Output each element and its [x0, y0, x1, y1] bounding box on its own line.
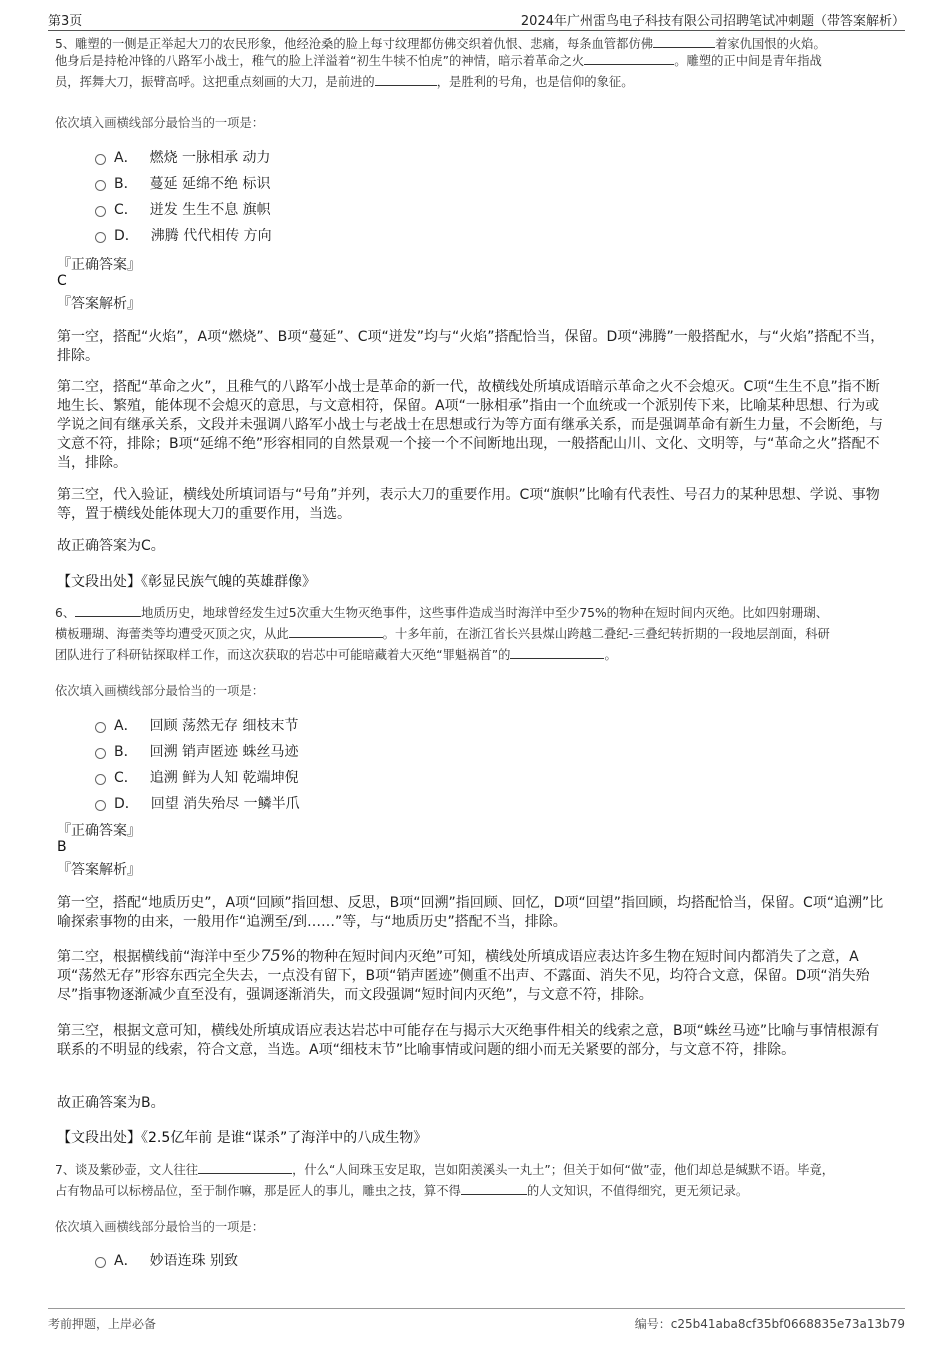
q5-source: 【文段出处】《彰显民族气魄的英雄群像》	[57, 574, 316, 590]
q5-stem-part: 他身后是持枪冲锋的八路军小战士，稚气的脸上洋溢着“初生牛犊不怕虎”的神情，暗示着革命之火	[55, 54, 585, 68]
radio-icon[interactable]	[95, 748, 106, 759]
q6-blank-2	[289, 624, 383, 638]
q5-option-c[interactable]: C． 迸发 生生不息 旗帜	[95, 196, 272, 222]
q5-analysis-label: 『答案解析』	[57, 296, 141, 312]
q7-stem-part: 的人文知识，不值得细究，更无须记录。	[526, 1184, 749, 1198]
q5-option-d[interactable]: D． 沸腾 代代相传 方向	[95, 222, 272, 248]
page-number: 第3页	[48, 14, 83, 29]
radio-icon[interactable]	[95, 232, 106, 243]
q6-stem-part: 团队进行了科研钻探取样工作，而这次获取的岩芯中可能暗藏着大灭绝“罪魁祸首”的	[55, 648, 511, 662]
q5-stem-part: 员，挥舞大刀，振臂高呼。这把重点刻画的大刀，是前进的	[55, 75, 375, 89]
q7-options	[95, 1247, 238, 1273]
q6-option-b[interactable]: B． 回溯 销声匿迹 蛛丝马迹	[95, 738, 300, 764]
q5-analysis-3: 第三空，代入验证，横线处所填词语与“号角”并列，表示大刀的重要作用。C项“旗帜”比喻有代表性、号召力的某种思想、学说、事物等，置于横线处能体现大刀的重要作用，当选。	[57, 487, 880, 522]
q5-stem	[55, 34, 895, 93]
q6-stem-part: 。十多年前，在浙江省长兴县煤山跨越二叠纪-三叠纪转折期的一段地层剖面，科研	[382, 627, 830, 641]
q5-option-a[interactable]: A． 燃烧 一脉相承 动力	[95, 144, 272, 170]
q7-instruction: 依次填入画横线部分最恰当的一项是：	[55, 1220, 265, 1234]
radio-icon[interactable]	[95, 180, 106, 191]
q7-blank-2	[461, 1181, 527, 1195]
radio-icon[interactable]	[95, 774, 106, 785]
q6-answer-label: 『正确答案』	[57, 823, 141, 839]
q5-stem-part: 。雕塑的正中间是青年指战	[674, 54, 822, 68]
footer-slogan: 考前押题，上岸必备	[48, 1317, 157, 1331]
document-title: 2024年广州雷鸟电子科技有限公司招聘笔试冲刺题（带答案解析）	[520, 14, 905, 29]
q6-analysis-3: 第三空，根据文意可知，横线处所填成语应表达岩芯中可能存在与揭示大灭绝事件相关的线索之意，B项“蛛丝马迹”比喻与事情根源有联系的不明显的线索，符合文意，当选。A项“细枝末节”比喻事情或问题的细小而无关紧要的部分，与文意不符，排除。	[57, 1023, 880, 1058]
q6-option-c[interactable]: C． 追溯 鲜为人知 乾端坤倪	[95, 764, 300, 790]
q6-stem-part: 6、	[55, 606, 76, 620]
q6-stem-part: 地质历史，地球曾经发生过5次重大生物灭绝事件，这些事件造成当时海洋中至少75%的物种在短时间内灭绝。比如四射珊瑚、	[141, 606, 829, 620]
q7-stem-part: 7、谈及紫砂壶，文人往往	[55, 1163, 199, 1177]
q6-stem-part: 。	[604, 648, 617, 662]
page-footer	[48, 1308, 905, 1333]
q6-analysis-4: 故正确答案为B。	[57, 1095, 165, 1111]
q6-options	[95, 712, 300, 816]
q5-analysis-4: 故正确答案为C。	[57, 538, 165, 554]
q5-blank-1	[653, 34, 715, 48]
q5-analysis-1: 第一空，搭配“火焰”，A项“燃烧”、B项“蔓延”、C项“迸发”均与“火焰”搭配恰当，保留。D项“沸腾”一般搭配水，与“火焰”搭配不当，排除。	[57, 329, 885, 364]
q5-option-b[interactable]: B． 蔓延 延绵不绝 标识	[95, 170, 272, 196]
q6-answer: B	[57, 839, 67, 855]
document-id: 编号：c25b41aba8cf35bf0668835e73a13b79	[634, 1317, 905, 1331]
q6-blank-1	[75, 603, 141, 617]
q7-blank-1	[198, 1160, 292, 1174]
q6-option-a[interactable]: A． 回顾 荡然无存 细枝末节	[95, 712, 300, 738]
q7-stem-part: ，什么“人间珠玉安足取，岂如阳羡溪头一丸土”；但关于如何“做”壶，他们却总是缄默不语。毕竟，	[292, 1163, 835, 1177]
q5-options	[95, 144, 272, 248]
percentage-value: 75%	[260, 946, 296, 965]
q7-option-a[interactable]: A． 妙语连珠 别致	[95, 1247, 238, 1273]
q6-source: 【文段出处】《2.5亿年前 是谁“谋杀”了海洋中的八成生物》	[57, 1130, 428, 1146]
q6-analysis-1: 第一空，搭配“地质历史”，A项“回顾”指回想、反思，B项“回溯”指回顾、回忆，D项“回望”指回顾，均搭配恰当，保留。C项“追溯”比喻探索事物的由来，一般用作“追溯至/到……”等，与“地质历史”搭配不当，排除。	[57, 895, 884, 930]
q5-instruction: 依次填入画横线部分最恰当的一项是：	[55, 116, 265, 130]
q5-stem-part: 5、雕塑的一侧是正举起大刀的农民形象，他经沧桑的脸上每寸纹理都仿佛交织着仇恨、悲痛，每条血管都仿佛	[55, 37, 654, 51]
q6-analysis-2: 第二空，根据横线前“海洋中至少75%的物种在短时间内灭绝”可知，横线处所填成语应表达许多生物在短时间内都消失了之意，A项“荡然无存”形容东西完全失去，一点没有留下，B项“销声匿迹”侧重不出声、不露面、消失不见，均符合文意，保留。D项“消失殆尽”指事物逐渐减少直至没有，强调逐渐消失，而文段强调“短时间内灭绝”，与文意不符，排除。	[57, 946, 870, 1003]
q6-blank-3	[510, 645, 604, 659]
q6-analysis-label: 『答案解析』	[57, 862, 141, 878]
q5-stem-part: 着家仇国恨的火焰。	[715, 37, 826, 51]
q5-answer: C	[57, 273, 67, 289]
q5-blank-2	[584, 51, 674, 65]
radio-icon[interactable]	[95, 206, 106, 217]
q6-stem	[55, 603, 895, 666]
q5-stem-part: ，是胜利的号角，也是信仰的象征。	[436, 75, 634, 89]
q6-option-d[interactable]: D． 回望 消失殆尽 一鳞半爪	[95, 790, 300, 816]
q7-stem-part: 占有物品可以标榜品位，至于制作嘛，那是匠人的事儿，雕虫之技，算不得	[55, 1184, 461, 1198]
q5-analysis-2: 第二空，搭配“革命之火”，且稚气的八路军小战士是革命的新一代，故横线处所填成语暗示革命之火不会熄灭。C项“生生不息”指不断地生长、繁殖，能体现不会熄灭的意思，与文意相符，保留。A项“一脉相承”指由一个血统或一个派别传下来，比喻某种思想、行为或学说之间有继承关系，文段并未强调八路军小战士与老战士在思想或行为等方面有继承关系，而是强调革命有新生力量，不会断绝，与文意不符，排除；B项“延绵不绝”形容相同的自然景观一个接一个不间断地出现，一般搭配山川、文化、文明等，与“革命之火”搭配不当，排除。	[57, 379, 883, 471]
radio-icon[interactable]	[95, 1257, 106, 1268]
q7-stem	[55, 1160, 895, 1202]
q5-blank-3	[375, 72, 437, 86]
radio-icon[interactable]	[95, 800, 106, 811]
q6-instruction: 依次填入画横线部分最恰当的一项是：	[55, 684, 265, 698]
radio-icon[interactable]	[95, 722, 106, 733]
q5-answer-label: 『正确答案』	[57, 257, 141, 273]
q6-stem-part: 横板珊瑚、海蕾类等均遭受灭顶之灾，从此	[55, 627, 289, 641]
radio-icon[interactable]	[95, 154, 106, 165]
